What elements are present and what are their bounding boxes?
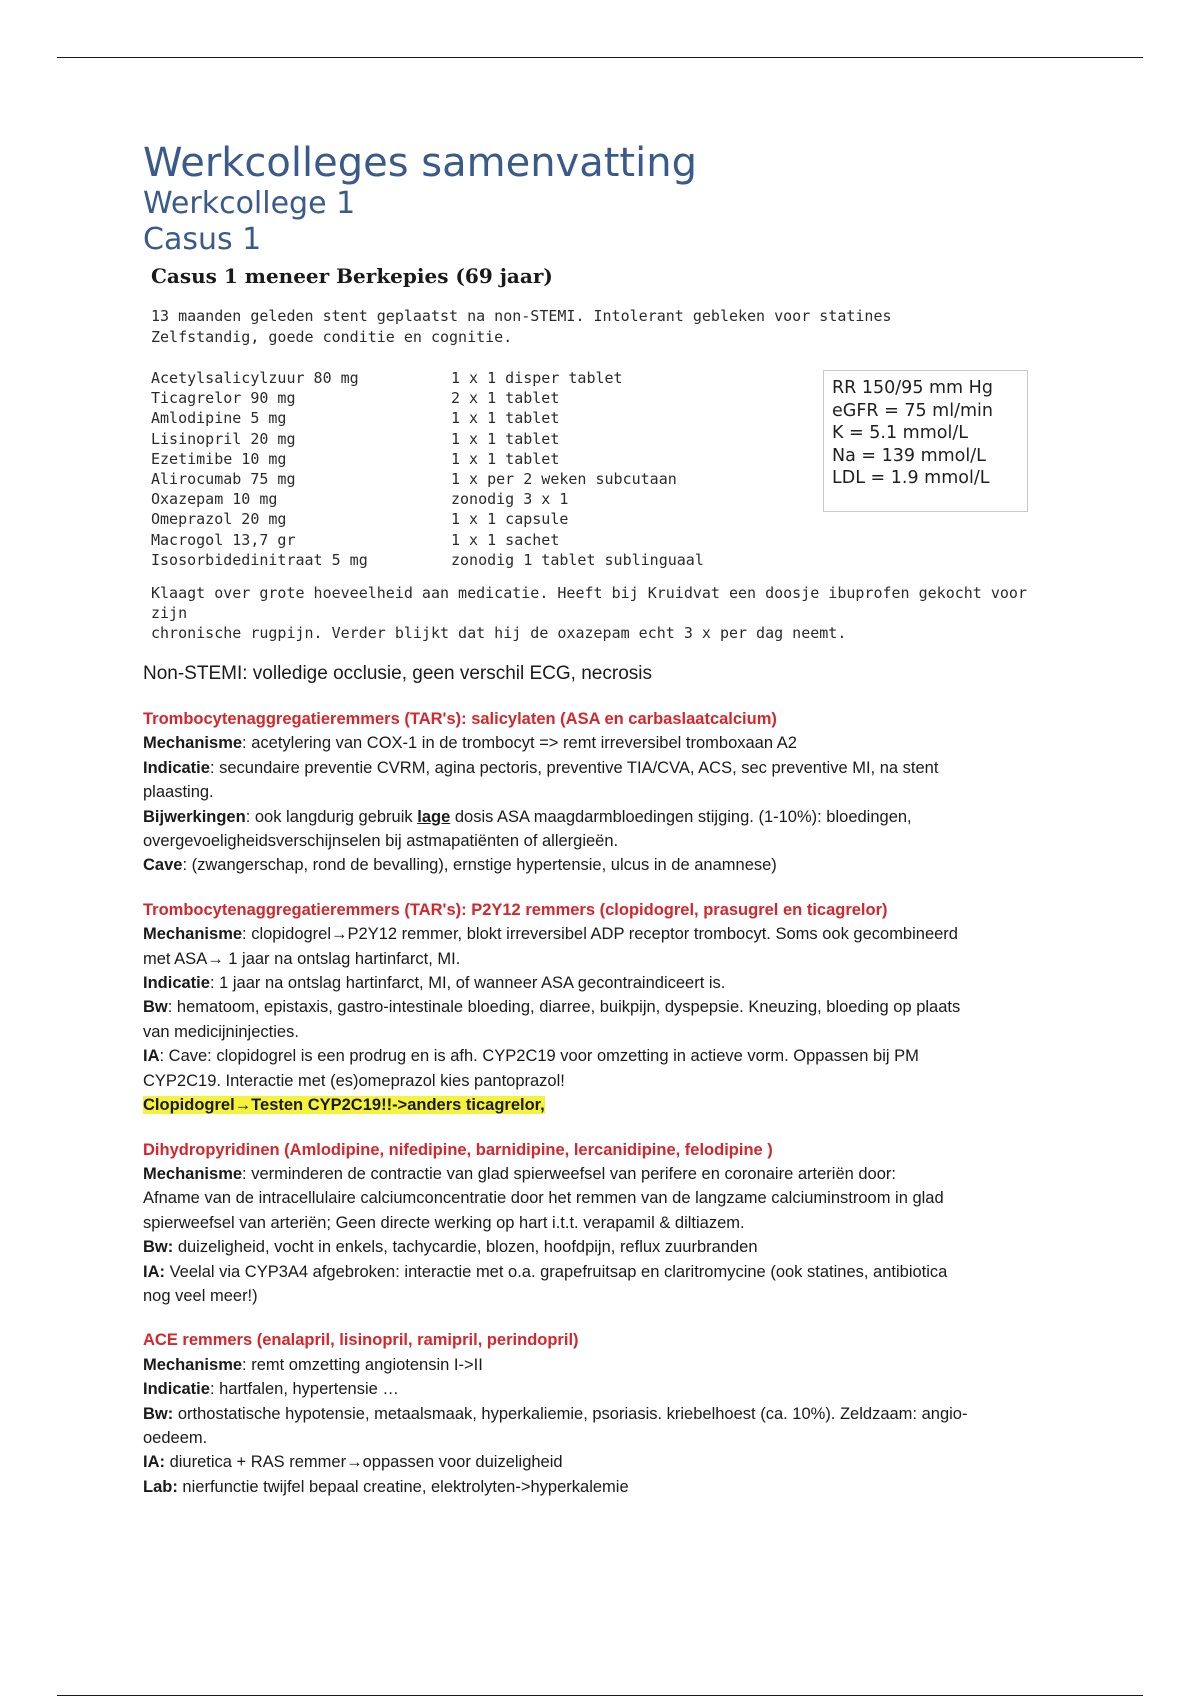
field-label: Indicatie <box>143 758 210 777</box>
med-name: Isosorbidedinitraat 5 mg <box>151 550 368 569</box>
field-label: Bijwerkingen <box>143 807 246 826</box>
field-text: : hematoom, epistaxis, gastro-intestinale bloeding, diarree, buikpijn, dyspepsie. Kneuzing, bloeding op plaats <box>167 998 961 1017</box>
med-dose: 1 x 1 disper tablet <box>451 369 623 387</box>
med-name: Lisinopril 20 mg <box>151 429 296 448</box>
field-text: duizeligheid, vocht in enkels, tachycardie, blozen, hoofdpijn, reflux zuurbranden <box>173 1238 758 1257</box>
lab-value: Na = 139 mmol/L <box>832 445 986 466</box>
field-text: Veelal via CYP3A4 afgebroken: interactie met o.a. grapefruitsap en claritromycine (ook statines, antibiotica <box>165 1262 948 1281</box>
field-text: orthostatische hypotensie, metaalsmaak, hyperkaliemie, psoriasis. kriebelhoest (ca. 10%). Zeldzaam: angio- <box>173 1404 968 1423</box>
field-text: : remt omzetting angiotensin I->II <box>242 1355 483 1374</box>
non-stemi-note: Non-STEMI: volledige occlusie, geen verschil ECG, necrosis <box>143 663 652 684</box>
complaint-line: chronische rugpijn. Verder blijkt dat hij de oxazepam echt 3 x per dag neemt. <box>151 624 847 642</box>
field-text: : acetylering van COX-1 in de trombocyt => remt irreversibel tromboxaan A2 <box>242 734 797 753</box>
section-ace-remmers <box>143 1328 1063 1499</box>
medication-row <box>151 489 811 509</box>
field-label: Cave <box>143 856 183 875</box>
med-dose: 1 x 1 sachet <box>451 530 560 549</box>
field-text: dosis ASA maagdarmbloedingen stijging. (1-10%): bloedingen, <box>450 807 912 826</box>
medication-row <box>151 368 811 388</box>
med-name: Omeprazol 20 mg <box>151 510 287 529</box>
med-dose: 1 x 1 capsule <box>451 510 569 529</box>
field-text: spierweefsel van arteriën; Geen directe werking op hart i.t.t. verapamil & diltiazem. <box>143 1213 745 1232</box>
casus-card <box>143 264 1063 643</box>
document-title: Werkcolleges samenvatting <box>143 140 697 186</box>
section-title: Trombocytenaggregatieremmers (TAR's): P2Y12 remmers (clopidogrel, prasugrel en ticagrelor) <box>143 900 888 919</box>
field-text: : verminderen de contractie van glad spierweefsel van perifere en coronaire arteriën door: <box>242 1164 896 1183</box>
document-body <box>143 140 1063 1519</box>
med-dose: 2 x 1 tablet <box>451 389 560 408</box>
medication-row <box>151 509 811 529</box>
field-label: Indicatie <box>143 1380 210 1399</box>
field-text: : (zwangerschap, rond de bevalling), ernstige hypertensie, ulcus in de anamnese) <box>182 856 777 875</box>
footer-rule <box>57 1695 1143 1696</box>
med-dose: 1 x 1 tablet <box>451 429 560 448</box>
med-name: Ticagrelor 90 mg <box>151 389 296 408</box>
lab-value: K = 5.1 mmol/L <box>832 423 968 443</box>
med-dose: 1 x 1 tablet <box>451 409 560 428</box>
section-p2y12 <box>143 898 1063 1118</box>
med-name: Acetylsalicylzuur 80 mg <box>151 369 359 387</box>
medication-area <box>151 368 1063 573</box>
field-label: Mechanisme <box>143 925 243 944</box>
med-name: Macrogol 13,7 gr <box>151 530 296 549</box>
medication-row <box>151 429 811 449</box>
subsection-heading: Casus 1 <box>143 222 262 257</box>
field-label: Indicatie <box>143 974 210 993</box>
field-label: IA <box>143 1047 160 1066</box>
field-label: Bw: <box>143 1404 174 1423</box>
field-label: Mechanisme <box>143 1355 243 1374</box>
field-text: : Cave: clopidogrel is een prodrug en is afh. CYP2C19 voor omzetting in actieve vorm. Oppassen bij PM <box>159 1047 919 1066</box>
field-label: Mechanisme <box>143 734 243 753</box>
section-title: Trombocytenaggregatieremmers (TAR's): salicylaten (ASA en carbaslaatcalcium) <box>143 710 777 728</box>
field-label: Bw: <box>143 1238 174 1257</box>
field-text: Afname van de intracellulaire calciumconcentratie door het remmen van de langzame calciuminstroom in glad <box>143 1189 944 1208</box>
section-title: Dihydropyridinen (Amlodipine, nifedipine, barnidipine, lercanidipine, felodipine ) <box>143 1140 773 1159</box>
field-label: Mechanisme <box>143 1164 243 1183</box>
med-name: Ezetimibe 10 mg <box>151 449 287 468</box>
field-text: : clopidogrel→P2Y12 remmer, blokt irreversibel ADP receptor trombocyt. Soms ook gecombineerd <box>242 925 958 944</box>
casus-heading: Casus 1 meneer Berkepies (69 jaar) <box>151 264 553 288</box>
medication-row <box>151 530 811 550</box>
med-dose: 1 x 1 tablet <box>451 449 560 468</box>
field-text: oedeem. <box>143 1428 208 1447</box>
field-label: Bw <box>143 998 168 1017</box>
medication-row <box>151 449 811 469</box>
highlighted-note: Clopidogrel→Testen CYP2C19!!->anders ticagrelor, <box>143 1096 545 1115</box>
complaint-line: Klaagt over grote hoeveelheid aan medicatie. Heeft bij Kruidvat een doosje ibuprofen gekocht voor zijn <box>151 584 1027 622</box>
lab-values-box <box>823 370 1028 512</box>
medication-row <box>151 469 811 489</box>
field-text: met ASA→ 1 jaar na ontslag hartinfarct, MI. <box>143 949 461 968</box>
med-name: Amlodipine 5 mg <box>151 409 287 428</box>
intro-line: Zelfstandig, goede conditie en cognitie. <box>151 328 513 346</box>
field-text: van medicijninjecties. <box>143 1022 299 1041</box>
field-text: : ook langdurig gebruik <box>245 807 418 826</box>
field-label: IA: <box>143 1453 165 1472</box>
section-salicylaten <box>143 707 1063 878</box>
section-dihydropyridinen <box>143 1138 1063 1309</box>
field-text: nierfunctie twijfel bepaal creatine, elektrolyten->hyperkalemie <box>177 1477 629 1496</box>
field-text: : 1 jaar na ontslag hartinfarct, MI, of wanneer ASA gecontraindiceert is. <box>209 974 726 993</box>
med-dose: 1 x per 2 weken subcutaan <box>451 470 677 489</box>
field-text: overgevoeligheidsverschijnselen bij astmapatiënten of allergieën. <box>143 832 619 851</box>
field-text: : hartfalen, hypertensie … <box>209 1380 399 1399</box>
medication-row <box>151 550 811 570</box>
med-name: Alirocumab 75 mg <box>151 470 296 489</box>
lab-value: eGFR = 75 ml/min <box>832 400 993 421</box>
med-dose: zonodig 1 tablet sublinguaal <box>451 550 704 569</box>
field-text: plaasting. <box>143 783 214 802</box>
casus-complaint <box>151 583 1063 643</box>
medication-row <box>151 408 811 428</box>
medication-list <box>151 368 811 570</box>
underlined-word: lage <box>417 807 451 826</box>
header-rule <box>57 57 1143 58</box>
med-dose: zonodig 3 x 1 <box>451 490 569 509</box>
lab-value: LDL = 1.9 mmol/L <box>832 468 990 488</box>
section-heading: Werkcollege 1 <box>143 186 356 221</box>
med-name: Oxazepam 10 mg <box>151 490 278 509</box>
field-label: IA: <box>143 1262 165 1281</box>
field-text: : secundaire preventie CVRM, agina pectoris, preventive TIA/CVA, ACS, sec preventive MI, na stent <box>209 758 939 777</box>
field-label: Lab: <box>143 1477 178 1496</box>
field-text: diuretica + RAS remmer→oppassen voor duizeligheid <box>165 1453 563 1472</box>
field-text: nog veel meer!) <box>143 1286 258 1305</box>
casus-intro <box>151 306 1063 348</box>
intro-line: 13 maanden geleden stent geplaatst na non-STEMI. Intolerant gebleken voor statines <box>151 307 892 325</box>
section-title: ACE remmers (enalapril, lisinopril, ramipril, perindopril) <box>143 1331 579 1350</box>
field-text: CYP2C19. Interactie met (es)omeprazol kies pantoprazol! <box>143 1071 565 1090</box>
medication-row <box>151 388 811 408</box>
lab-value: RR 150/95 mm Hg <box>832 378 993 398</box>
